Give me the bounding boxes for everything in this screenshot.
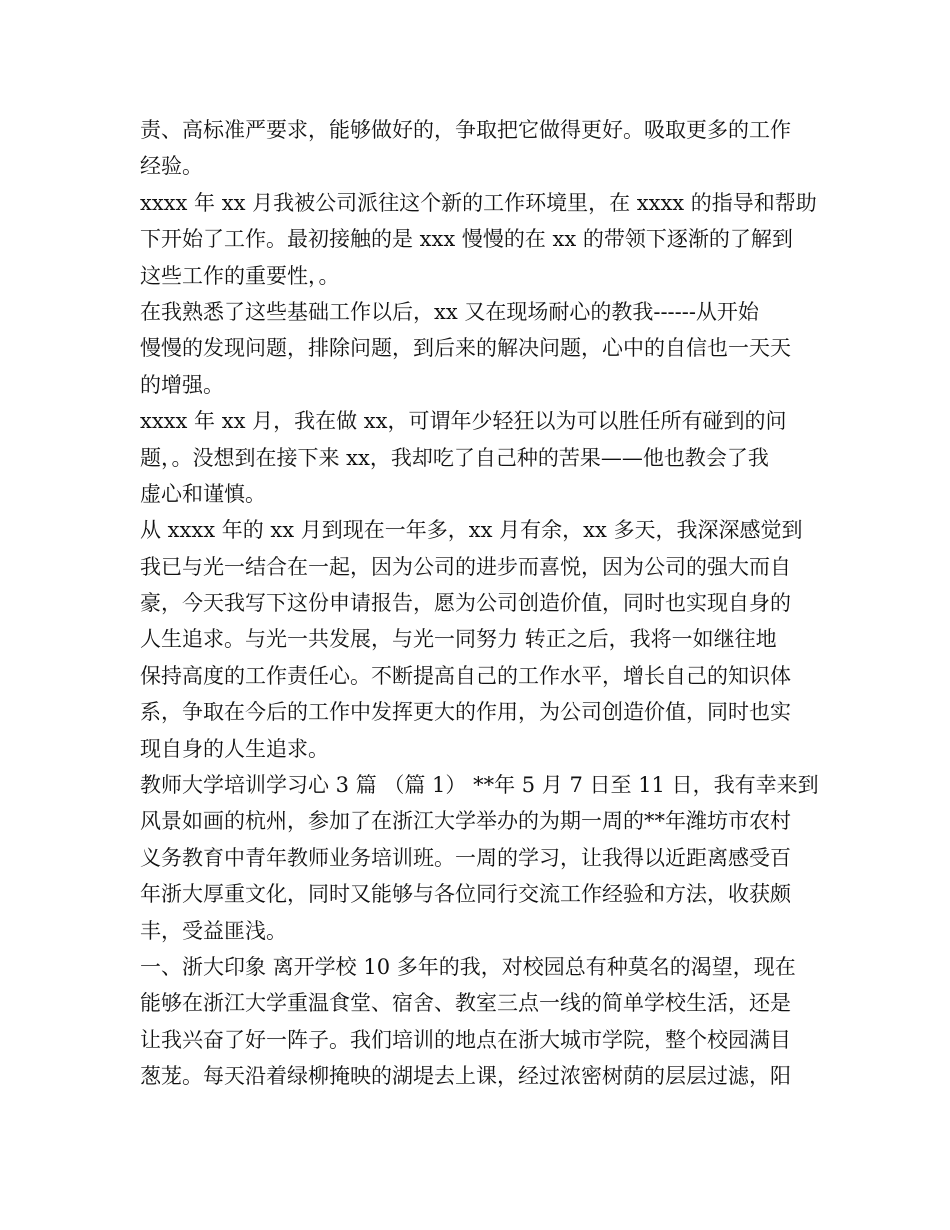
text-line: 虚心和谨慎。: [140, 481, 266, 506]
text-line: 风景如画的杭州，参加了在浙江大学举办的为期一周的**年潍坊市农村: [140, 809, 791, 834]
text-line: 年浙大厚重文化，同时又能够与各位同行交流工作经验和方法，收获颇: [140, 882, 791, 907]
text-line: 责、高标准严要求，能够做好的，争取把它做得更好。吸取更多的工作: [140, 118, 791, 142]
text-line: 这些工作的重要性，。: [140, 263, 340, 288]
text-line: 的增强。: [140, 372, 224, 397]
text-line: 能够在浙江大学重温食堂、宿舍、教室三点一线的简单学校生活，还是: [140, 991, 791, 1016]
text-line: 义务教育中青年教师业务培训班。一周的学习，让我得以近距离感受百: [140, 845, 791, 870]
text-line: 现自身的人生追求。: [140, 736, 329, 761]
text-line: 下开始了工作。最初接触的是 xxx 慢慢的在 xx 的带领下逐渐的了解到: [140, 227, 793, 252]
text-line: 人生追求。与光一共发展，与光一同努力 转正之后，我将一如继往地: [140, 627, 777, 652]
text-line: xxxx 年 xx 月我被公司派往这个新的工作环境里，在 xxxx 的指导和帮助: [140, 190, 817, 215]
text-line: 让我兴奋了好一阵子。我们培训的地点在浙大城市学院，整个校园满目: [140, 1027, 791, 1052]
text-line: 葱茏。每天沿着绿柳掩映的湖堤去上课，经过浓密树荫的层层过滤，阳: [140, 1064, 791, 1089]
text-line: 系，争取在今后的工作中发挥更大的作用，为公司创造价值，同时也实: [140, 700, 791, 725]
text-line: 慢慢的发现问题，排除问题，到后来的解决问题，心中的自信也一天天: [140, 336, 791, 361]
text-line: 一、浙大印象 离开学校 10 多年的我，对校园总有种莫名的渴望，现在: [140, 954, 796, 979]
text-line: xxxx 年 xx 月，我在做 xx，可谓年少轻狂以为可以胜任所有碰到的问: [140, 409, 787, 434]
text-line: 丰，受益匪浅。: [140, 918, 287, 943]
text-line: 保持高度的工作责任心。不断提高自己的工作水平，增长自己的知识体: [140, 663, 791, 688]
text-line: 在我熟悉了这些基础工作以后，xx 又在现场耐心的教我------从开始: [140, 299, 759, 324]
text-line: 豪，今天我写下这份申请报告，愿为公司创造价值，同时也实现自身的: [140, 591, 791, 616]
text-line: 从 xxxx 年的 xx 月到现在一年多，xx 月有余，xx 多天，我深深感觉到: [140, 518, 803, 543]
text-line: 经验。: [140, 154, 203, 179]
text-line: 我已与光一结合在一起，因为公司的进步而喜悦，因为公司的强大而自: [140, 554, 791, 579]
document-body: [140, 112, 820, 1095]
text-line: 题，。没想到在接下来 xx，我却吃了自己种的苦果——他也教会了我: [140, 445, 769, 470]
text-line: 教师大学培训学习心 3 篇 （篇 1） **年 5 月 7 日至 11 日，我有幸来到: [140, 773, 819, 798]
